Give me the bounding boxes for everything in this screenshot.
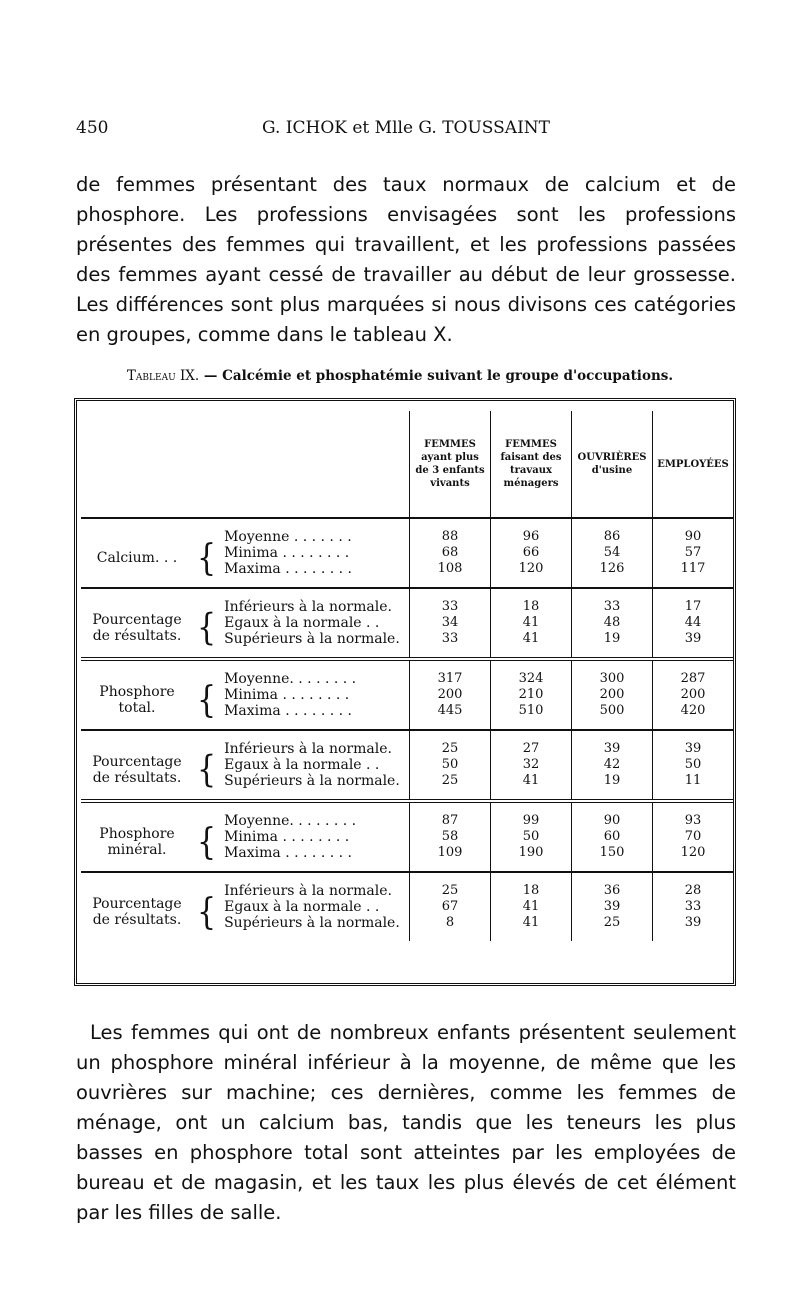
table-frame [74,398,736,986]
brace-glyph: { [193,865,220,948]
value-cell: 109 [410,845,491,872]
row-label: Minima . . . . . . . . [220,687,409,703]
value-cell: 86 [572,518,653,545]
row-label: Minima . . . . . . . . [220,545,409,561]
row-label: Maxima . . . . . . . . [220,845,409,872]
value-cell: 33 [410,588,491,615]
value-cell: 420 [653,703,734,730]
value-cell: 25 [410,773,491,801]
value-cell: 39 [653,730,734,757]
row-label: Maxima . . . . . . . . [220,703,409,730]
value-cell: 18 [491,872,572,899]
value-cell: 317 [410,659,491,687]
row-label: Supérieurs à la normale. [220,915,409,941]
row-label: Maxima . . . . . . . . [220,561,409,588]
brace-glyph: { [193,511,220,595]
value-cell: 25 [410,730,491,757]
value-cell: 68 [410,545,491,561]
row-label: Minima . . . . . . . . [220,829,409,845]
value-cell: 41 [491,615,572,631]
value-cell: 87 [410,801,491,829]
value-cell: 300 [572,659,653,687]
value-cell: 42 [572,757,653,773]
value-cell: 108 [410,561,491,588]
value-cell: 88 [410,518,491,545]
value-cell: 44 [653,615,734,631]
table-row [81,588,733,615]
row-label: Moyenne. . . . . . . . [220,801,409,829]
value-cell: 41 [491,773,572,801]
value-cell: 90 [653,518,734,545]
value-cell: 190 [491,845,572,872]
value-cell: 50 [653,757,734,773]
value-cell: 287 [653,659,734,687]
running-title: G. ICHOK et Mlle G. TOUSSAINT [262,118,550,138]
closing-paragraph: Les femmes qui ont de nombreux enfants présentent seulement un phosphore minéral inférieur à la moyenne, de même que les ouvrières sur machine; ces dernières, comme les femmes de ménage, ont un calcium bas, tandis que les teneurs les plus basses en phosphore total sont atteintes par les employées de bureau et de magasin, et les taux les plus élevés de cet élément par les filles de salle. [76,1021,736,1224]
value-cell: 70 [653,829,734,845]
value-cell: 39 [572,899,653,915]
value-cell: 445 [410,703,491,730]
row-label: Inférieurs à la normale. [220,872,409,899]
value-cell: 210 [491,687,572,703]
row-label: Supérieurs à la normale. [220,773,409,801]
value-cell: 200 [572,687,653,703]
value-cell: 19 [572,773,653,801]
brace-glyph: { [193,723,220,808]
column-header: FEMMES ayant plus de 3 enfants vivants [410,411,491,518]
group-label: Phosphore total. [81,659,193,730]
value-cell: 8 [410,915,491,941]
value-cell: 39 [653,915,734,941]
table-body [81,518,733,941]
value-cell: 50 [410,757,491,773]
value-cell: 54 [572,545,653,561]
row-label: Egaux à la normale . . [220,615,409,631]
value-cell: 66 [491,545,572,561]
row-label: Egaux à la normale . . [220,899,409,915]
value-cell: 11 [653,773,734,801]
intro-paragraph: de femmes présentant des taux normaux de calcium et de phosphore. Les professions envisagées sont les professions présentes des femmes qui travaillent, et les professions passées des femmes ayant cessé de travailler au début de leur grossesse. Les différences sont plus marquées si nous divisons ces catégories en groupes, comme dans le tableau X. [76,173,736,346]
value-cell: 50 [491,829,572,845]
value-cell: 34 [410,615,491,631]
value-cell: 510 [491,703,572,730]
group-label: Calcium. . . [81,518,193,588]
value-cell: 96 [491,518,572,545]
value-cell: 32 [491,757,572,773]
value-cell: 33 [653,899,734,915]
table-row [81,518,733,545]
value-cell: 25 [410,872,491,899]
table-row [81,659,733,687]
value-cell: 33 [572,588,653,615]
value-cell: 93 [653,801,734,829]
row-label: Moyenne . . . . . . . [220,518,409,545]
value-cell: 39 [653,631,734,659]
value-cell: 25 [572,915,653,941]
value-cell: 17 [653,588,734,615]
value-cell: 90 [572,801,653,829]
table-header-row [81,411,733,518]
value-cell: 41 [491,631,572,659]
value-cell: 41 [491,915,572,941]
value-cell: 126 [572,561,653,588]
table-row [81,801,733,829]
row-label: Moyenne. . . . . . . . [220,659,409,687]
value-cell: 120 [491,561,572,588]
value-cell: 39 [572,730,653,757]
column-header: OUVRIÈRES d'usine [572,411,653,518]
value-cell: 48 [572,615,653,631]
value-cell: 33 [410,631,491,659]
column-header: EMPLOYÉES [653,411,734,518]
value-cell: 36 [572,872,653,899]
table-row [81,730,733,757]
value-cell: 41 [491,899,572,915]
table-caption-text: — Calcémie et phosphatémie suivant le groupe d'occupations. [203,368,674,384]
value-cell: 58 [410,829,491,845]
column-header: FEMMES faisant des travaux ménagers [491,411,572,518]
value-cell: 60 [572,829,653,845]
page-number: 450 [76,118,109,138]
value-cell: 150 [572,845,653,872]
brace-glyph: { [193,794,220,879]
group-label: Pourcentage de résultats. [81,872,193,941]
header-blank-cell [81,411,410,518]
table-caption [0,368,800,384]
value-cell: 28 [653,872,734,899]
row-label: Egaux à la normale . . [220,757,409,773]
value-cell: 324 [491,659,572,687]
value-cell: 19 [572,631,653,659]
value-cell: 200 [653,687,734,703]
value-cell: 200 [410,687,491,703]
row-label: Inférieurs à la normale. [220,730,409,757]
group-label: Pourcentage de résultats. [81,588,193,659]
data-table [81,411,733,941]
value-cell: 500 [572,703,653,730]
value-cell: 27 [491,730,572,757]
page-header [76,118,736,148]
value-cell: 67 [410,899,491,915]
row-label: Supérieurs à la normale. [220,631,409,659]
value-cell: 57 [653,545,734,561]
table-row [81,872,733,899]
value-cell: 18 [491,588,572,615]
row-label: Inférieurs à la normale. [220,588,409,615]
value-cell: 99 [491,801,572,829]
table-caption-label: Tableau IX. [126,368,200,384]
brace-glyph: { [193,652,220,737]
value-cell: 120 [653,845,734,872]
value-cell: 117 [653,561,734,588]
group-label: Phosphore minéral. [81,801,193,872]
group-label: Pourcentage de résultats. [81,730,193,801]
brace-glyph: { [193,581,220,666]
